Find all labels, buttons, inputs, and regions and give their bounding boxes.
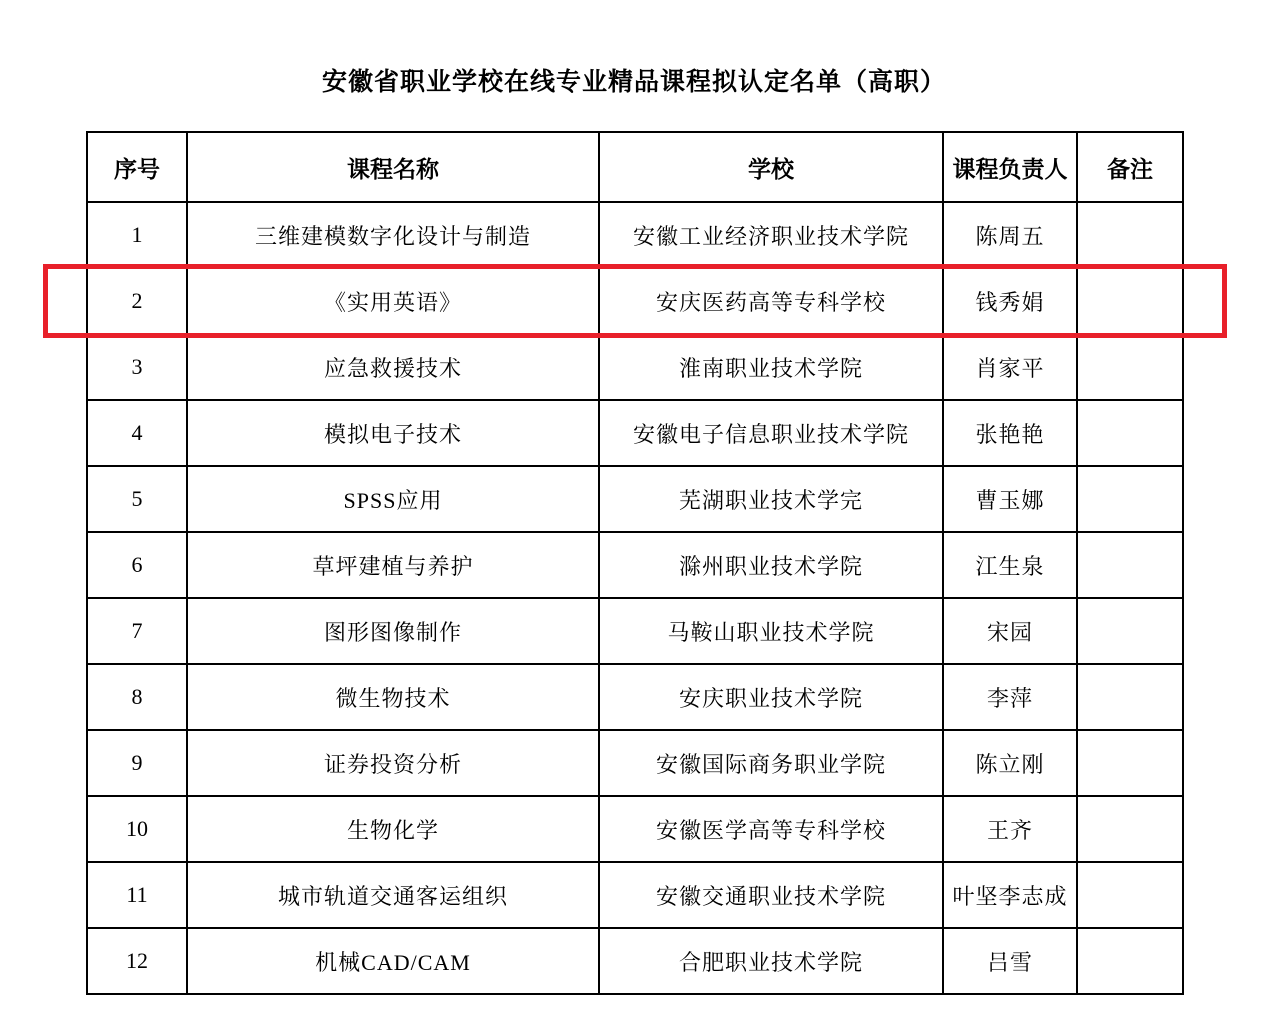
table-row — [87, 730, 1183, 796]
table-body — [87, 202, 1183, 994]
cell-course: SPSS应用 — [187, 466, 599, 532]
cell-leader: 钱秀娟 — [943, 268, 1077, 334]
cell-index: 6 — [87, 532, 187, 598]
table-row — [87, 268, 1183, 334]
cell-index: 12 — [87, 928, 187, 994]
cell-remark — [1077, 400, 1183, 466]
cell-course: 图形图像制作 — [187, 598, 599, 664]
cell-index: 3 — [87, 334, 187, 400]
cell-remark — [1077, 862, 1183, 928]
cell-remark — [1077, 730, 1183, 796]
cell-school: 淮南职业技术学院 — [599, 334, 943, 400]
course-listing-table — [86, 131, 1184, 995]
cell-index: 8 — [87, 664, 187, 730]
page-title: 安徽省职业学校在线专业精品课程拟认定名单（高职） — [321, 68, 946, 96]
cell-school: 安徽交通职业技术学院 — [599, 862, 943, 928]
table-row — [87, 466, 1183, 532]
cell-school: 安庆职业技术学院 — [599, 664, 943, 730]
cell-leader: 张艳艳 — [943, 400, 1077, 466]
column-header-remark: 备注 — [1077, 132, 1183, 202]
cell-leader: 江生泉 — [943, 532, 1077, 598]
cell-school: 合肥职业技术学院 — [599, 928, 943, 994]
table-container — [86, 131, 1182, 995]
cell-leader: 宋园 — [943, 598, 1077, 664]
cell-remark — [1077, 334, 1183, 400]
table-row — [87, 664, 1183, 730]
cell-course: 草坪建植与养护 — [187, 532, 599, 598]
cell-course: 三维建模数字化设计与制造 — [187, 202, 599, 268]
cell-index: 7 — [87, 598, 187, 664]
cell-remark — [1077, 664, 1183, 730]
cell-school: 安徽工业经济职业技术学院 — [599, 202, 943, 268]
table-header-row — [87, 132, 1183, 202]
cell-school: 安徽医学高等专科学校 — [599, 796, 943, 862]
cell-index: 1 — [87, 202, 187, 268]
cell-index: 2 — [87, 268, 187, 334]
cell-school: 滁州职业技术学院 — [599, 532, 943, 598]
cell-course: 城市轨道交通客运组织 — [187, 862, 599, 928]
cell-leader: 陈周五 — [943, 202, 1077, 268]
cell-leader: 李萍 — [943, 664, 1077, 730]
cell-course: 证券投资分析 — [187, 730, 599, 796]
table-row — [87, 862, 1183, 928]
column-header-school: 学校 — [599, 132, 943, 202]
cell-remark — [1077, 796, 1183, 862]
cell-index: 11 — [87, 862, 187, 928]
cell-school: 芜湖职业技术学完 — [599, 466, 943, 532]
cell-index: 10 — [87, 796, 187, 862]
cell-remark — [1077, 466, 1183, 532]
cell-leader: 肖家平 — [943, 334, 1077, 400]
column-header-course: 课程名称 — [187, 132, 599, 202]
cell-remark — [1077, 268, 1183, 334]
cell-leader: 王齐 — [943, 796, 1077, 862]
table-row — [87, 400, 1183, 466]
table-row — [87, 928, 1183, 994]
cell-remark — [1077, 532, 1183, 598]
cell-index: 4 — [87, 400, 187, 466]
cell-remark — [1077, 598, 1183, 664]
cell-leader: 曹玉娜 — [943, 466, 1077, 532]
column-header-index: 序号 — [87, 132, 187, 202]
cell-course: 机械CAD/CAM — [187, 928, 599, 994]
column-header-leader: 课程负责人 — [943, 132, 1077, 202]
table-row — [87, 796, 1183, 862]
cell-course: 《实用英语》 — [187, 268, 599, 334]
table-row — [87, 532, 1183, 598]
cell-remark — [1077, 202, 1183, 268]
cell-course: 模拟电子技术 — [187, 400, 599, 466]
table-row — [87, 334, 1183, 400]
cell-index: 5 — [87, 466, 187, 532]
cell-school: 安庆医药高等专科学校 — [599, 268, 943, 334]
cell-course: 应急救援技术 — [187, 334, 599, 400]
cell-leader: 吕雪 — [943, 928, 1077, 994]
cell-remark — [1077, 928, 1183, 994]
cell-school: 马鞍山职业技术学院 — [599, 598, 943, 664]
cell-leader: 叶坚李志成 — [943, 862, 1077, 928]
table-row — [87, 202, 1183, 268]
cell-course: 微生物技术 — [187, 664, 599, 730]
cell-course: 生物化学 — [187, 796, 599, 862]
cell-leader: 陈立刚 — [943, 730, 1077, 796]
table-row — [87, 598, 1183, 664]
cell-school: 安徽电子信息职业技术学院 — [599, 400, 943, 466]
cell-school: 安徽国际商务职业学院 — [599, 730, 943, 796]
cell-index: 9 — [87, 730, 187, 796]
